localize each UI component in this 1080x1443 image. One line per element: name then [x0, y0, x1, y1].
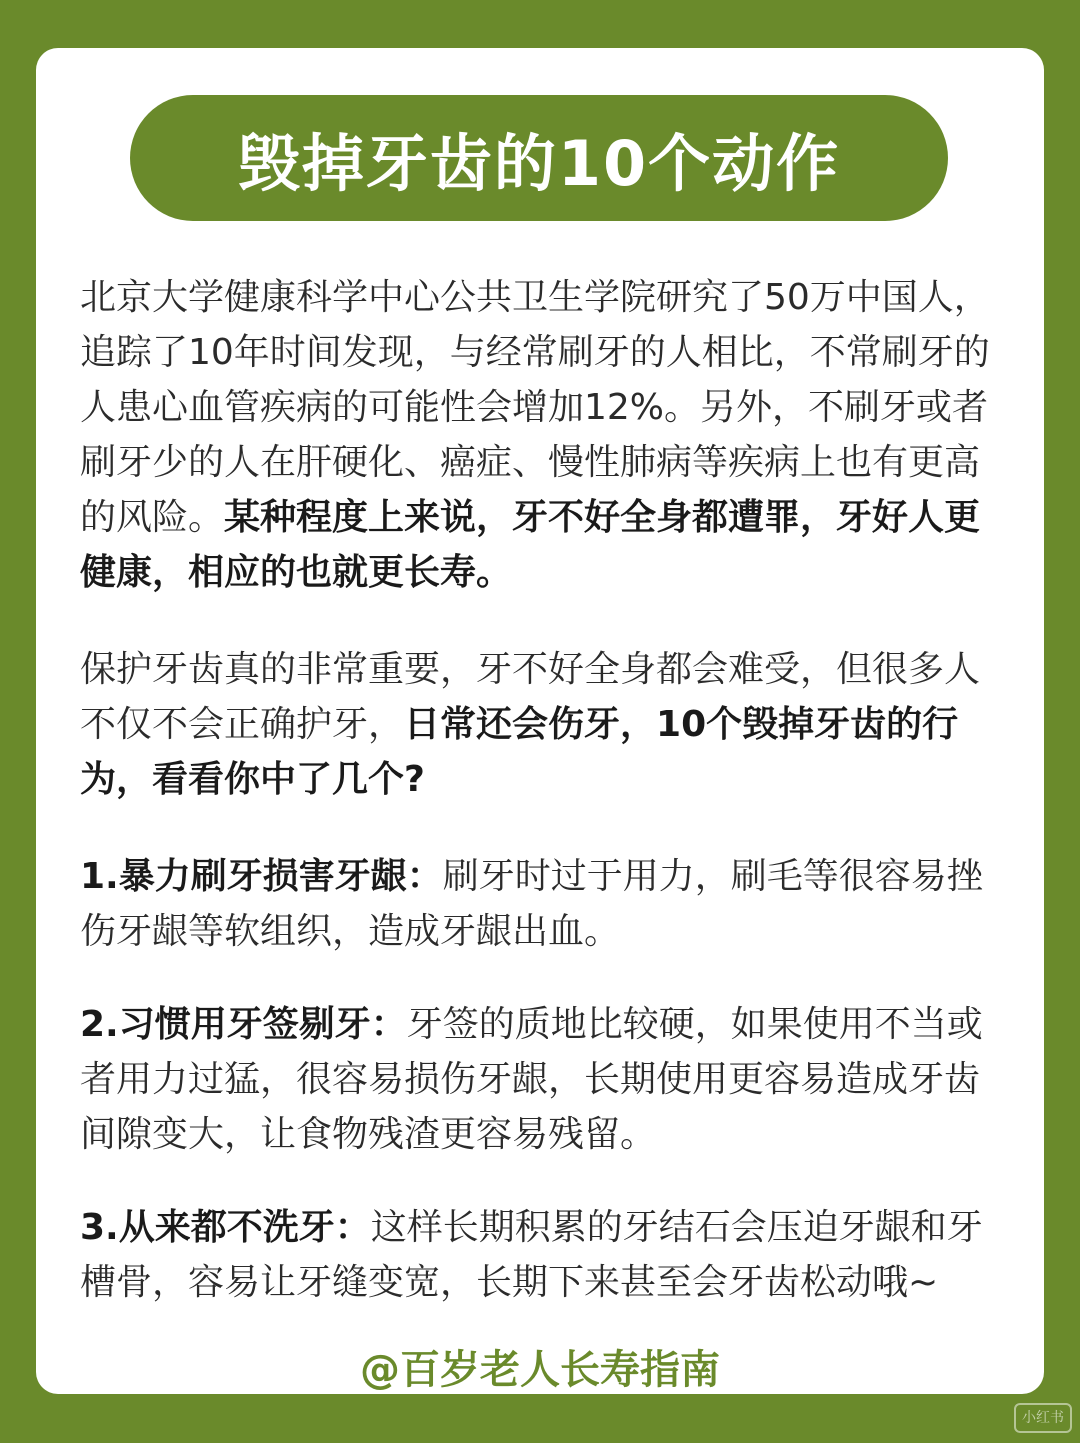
app-logo: 小红书	[1014, 1403, 1072, 1433]
title-banner	[130, 95, 948, 221]
author-watermark: @百岁老人长寿指南	[360, 1347, 720, 1393]
intro-text-2: 保护牙齿真的非常重要，牙不好全身都会难受，但很多人不仅不会正确护牙，	[80, 649, 981, 745]
intro-highlight-2: 日常还会伤牙，10个毁掉牙齿的行为，看看你中了几个?	[80, 704, 959, 800]
list-item	[80, 849, 990, 959]
item-text: 刷牙时过于用力，刷毛等很容易挫伤牙龈等软组织，造成牙龈出血。	[80, 856, 983, 952]
list-item	[80, 1200, 990, 1310]
intro-highlight-1: 某种程度上来说，牙不好全身都遭罪，牙好人更健康，相应的也就更长寿。	[80, 497, 981, 593]
content-card	[36, 48, 1044, 1394]
item-text: 这样长期积累的牙结石会压迫牙龈和牙槽骨，容易让牙缝变宽，长期下来甚至会牙齿松动哦~	[80, 1207, 983, 1303]
item-text: 牙签的质地比较硬，如果使用不当或者用力过猛，很容易损伤牙龈，长期使用更容易造成牙齿间隙变大，让食物残渣更容易残留。	[80, 1004, 983, 1155]
page-title: 毁掉牙齿的10个动作	[237, 126, 841, 200]
item-heading: 1.暴力刷牙损害牙龈：	[80, 856, 443, 897]
item-heading: 2.习惯用牙签剔牙：	[80, 1004, 407, 1045]
intro-text-1: 北京大学健康科学中心公共卫生学院研究了50万中国人，追踪了10年时间发现，与经常刷牙的人相比，不常刷牙的人患心血管疾病的可能性会增加12%。另外，不刷牙或者刷牙少的人在肝硬化、癌症、慢性肺病等疾病上也有更高的风险。	[80, 277, 990, 538]
article-body	[80, 270, 990, 1348]
list-item	[80, 997, 990, 1162]
intro-paragraph-2	[80, 642, 990, 807]
intro-paragraph-1	[80, 270, 990, 600]
item-heading: 3.从来都不洗牙：	[80, 1207, 371, 1248]
